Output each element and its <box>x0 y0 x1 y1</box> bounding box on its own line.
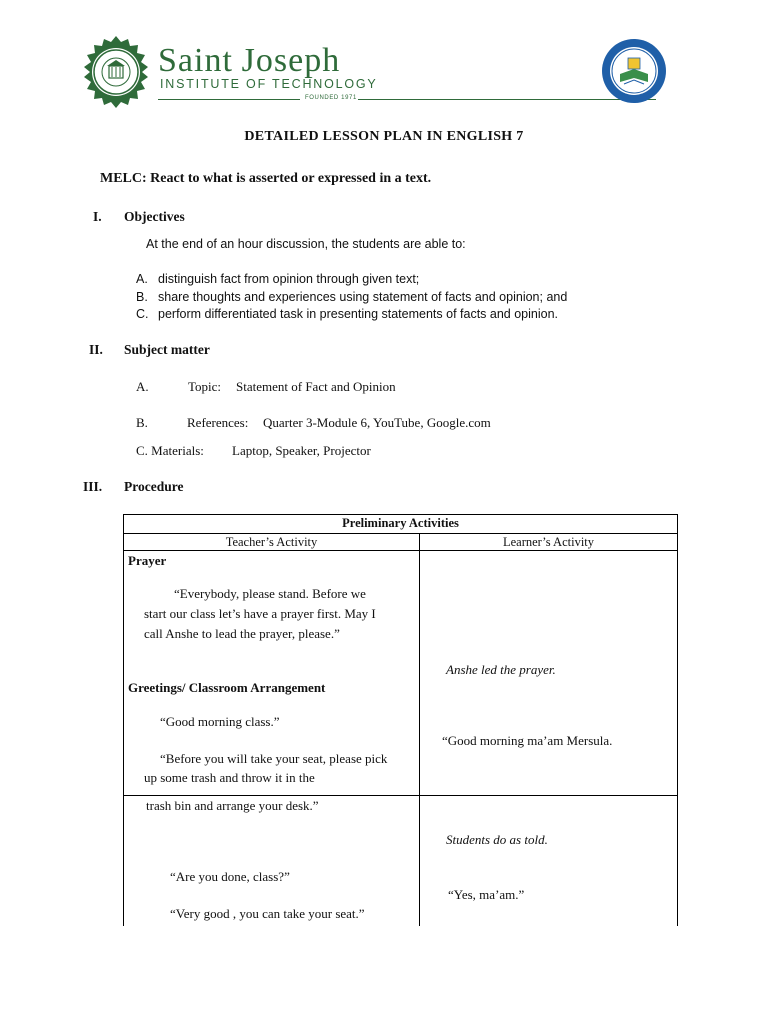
materials-label: C. Materials: <box>136 443 204 458</box>
learner-cell-2 <box>420 796 678 927</box>
school-seal-right <box>600 38 668 104</box>
greetings-heading: Greetings/ Classroom Arrangement <box>128 680 326 695</box>
school-seal-left <box>82 36 150 108</box>
prayer-line-3: call Anshe to lead the prayer, please.” <box>144 626 340 641</box>
founded-label: FOUNDED 1971 <box>305 95 357 101</box>
greetings-response: “Good morning ma’am Mersula. <box>442 733 613 748</box>
topic-value: Statement of Fact and Opinion <box>236 379 396 394</box>
section-title-subject: Subject matter <box>124 342 210 357</box>
header-rule-left <box>158 99 300 100</box>
section-number-procedure: III. <box>83 479 103 494</box>
school-subtitle: INSTITUTE OF TECHNOLOGY <box>160 77 378 91</box>
materials-value: Laptop, Speaker, Projector <box>232 443 371 458</box>
section-number-subject: II. <box>89 342 103 357</box>
objective-text-b: share thoughts and experiences using statement of facts and opinion; and <box>158 290 568 304</box>
objective-text-c: perform differentiated task in presenting statements of facts and opinion. <box>158 307 558 321</box>
prayer-response: Anshe led the prayer. <box>446 662 556 677</box>
objectives-intro: At the end of an hour discussion, the students are able to: <box>146 237 466 251</box>
good-line: “Very good , you can take your seat.” <box>170 906 365 921</box>
section-title-objectives: Objectives <box>124 209 185 224</box>
learner-cell-1 <box>420 551 678 796</box>
seat-response: Students do as told. <box>446 832 548 847</box>
references-label: References: <box>187 415 249 430</box>
objective-letter-b: B. <box>136 290 148 304</box>
seat-line-2: up some trash and throw it in the <box>144 770 315 785</box>
table-caption: Preliminary Activities <box>124 515 678 534</box>
topic-letter: A. <box>136 379 149 394</box>
objective-text-a: distinguish fact from opinion through given text; <box>158 272 420 286</box>
topic-label: Topic: <box>188 379 222 394</box>
references-value: Quarter 3-Module 6, YouTube, Google.com <box>263 415 491 430</box>
procedure-table <box>123 514 678 926</box>
teacher-cell-1 <box>124 551 420 796</box>
seat-line-1: “Before you will take your seat, please pick <box>160 751 388 766</box>
section-number-objectives: I. <box>93 209 102 224</box>
prayer-line-1: “Everybody, please stand. Before we <box>174 586 366 601</box>
document-title: DETAILED LESSON PLAN IN ENGLISH 7 <box>244 129 524 144</box>
references-letter: B. <box>136 415 148 430</box>
teacher-activity-header: Teacher’s Activity <box>124 534 420 551</box>
seat-line-3: trash bin and arrange your desk.” <box>146 798 319 813</box>
objective-letter-c: C. <box>136 307 149 321</box>
melc-statement: MELC: React to what is asserted or expressed in a text. <box>100 171 432 186</box>
objective-letter-a: A. <box>136 272 148 286</box>
prayer-line-2: start our class let’s have a prayer first. May I <box>144 606 376 621</box>
section-title-procedure: Procedure <box>124 479 184 494</box>
school-name: Saint Joseph <box>158 42 341 79</box>
prayer-heading: Prayer <box>128 553 167 568</box>
learner-activity-header: Learner’s Activity <box>420 534 678 551</box>
teacher-cell-2 <box>124 796 420 927</box>
done-response: “Yes, ma’am.” <box>448 887 525 902</box>
greetings-line: “Good morning class.” <box>160 714 280 729</box>
done-line: “Are you done, class?” <box>170 869 290 884</box>
